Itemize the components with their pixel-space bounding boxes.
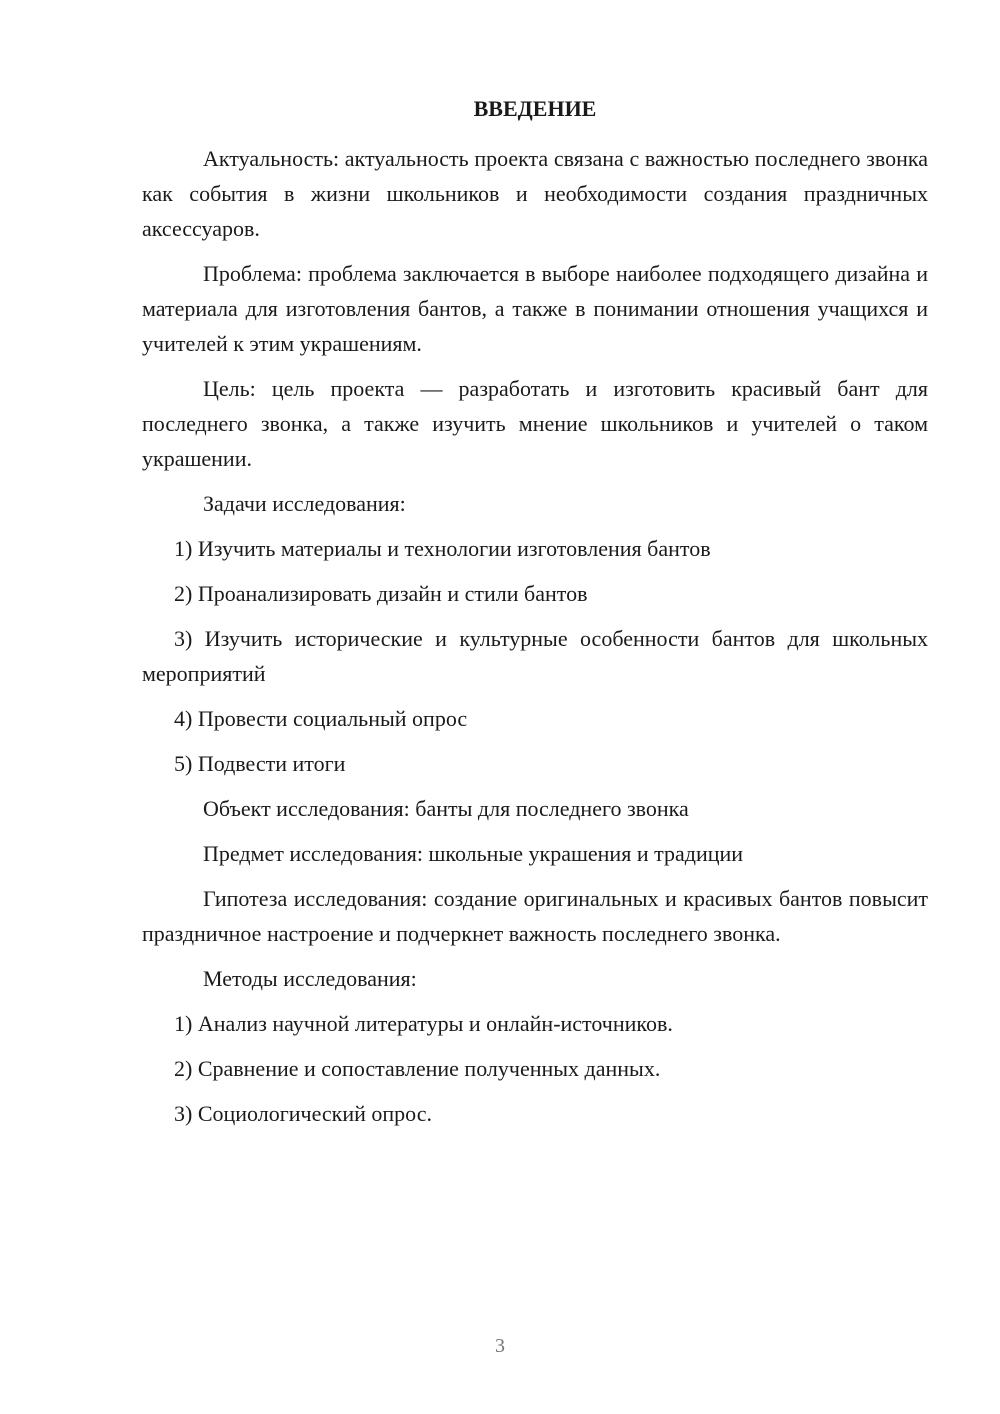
hypothesis-paragraph: Гипотеза исследования: создание оригинальных и красивых бантов повысит праздничное настроение и подчеркнет важность последнего звонка. [142, 886, 928, 946]
relevance-paragraph: Актуальность: актуальность проекта связана с важностью последнего звонка как события в жизни школьников и необходимости создания праздничных аксессуаров. [142, 146, 928, 241]
tasks-heading: Задачи исследования: [203, 491, 406, 516]
task-item: 3) Изучить исторические и культурные особенности бантов для школьных мероприятий [142, 626, 928, 686]
method-item: 3) Социологический опрос. [174, 1101, 432, 1126]
task-item: 5) Подвести итоги [174, 751, 346, 776]
methods-heading: Методы исследования: [203, 966, 417, 991]
object-paragraph: Объект исследования: банты для последнего звонка [203, 796, 689, 821]
task-item: 2) Проанализировать дизайн и стили бантов [174, 581, 588, 606]
task-item: 4) Провести социальный опрос [174, 706, 468, 731]
problem-paragraph: Проблема: проблема заключается в выборе наиболее подходящего дизайна и материала для изготовления бантов, а также в понимании отношения учащихся и учителей к этим украшениям. [142, 261, 928, 356]
method-item: 1) Анализ научной литературы и онлайн-источников. [174, 1011, 673, 1036]
page-body [142, 94, 928, 1141]
goal-paragraph: Цель: цель проекта — разработать и изготовить красивый бант для последнего звонка, а также изучить мнение школьников и учителей о таком украшении. [142, 376, 928, 471]
task-item: 1) Изучить материалы и технологии изготовления бантов [174, 536, 711, 561]
page-number: 3 [495, 1335, 505, 1357]
method-item: 2) Сравнение и сопоставление полученных данных. [174, 1056, 661, 1081]
subject-paragraph: Предмет исследования: школьные украшения и традиции [203, 841, 744, 866]
section-title: ВВЕДЕНИЕ [473, 96, 597, 121]
